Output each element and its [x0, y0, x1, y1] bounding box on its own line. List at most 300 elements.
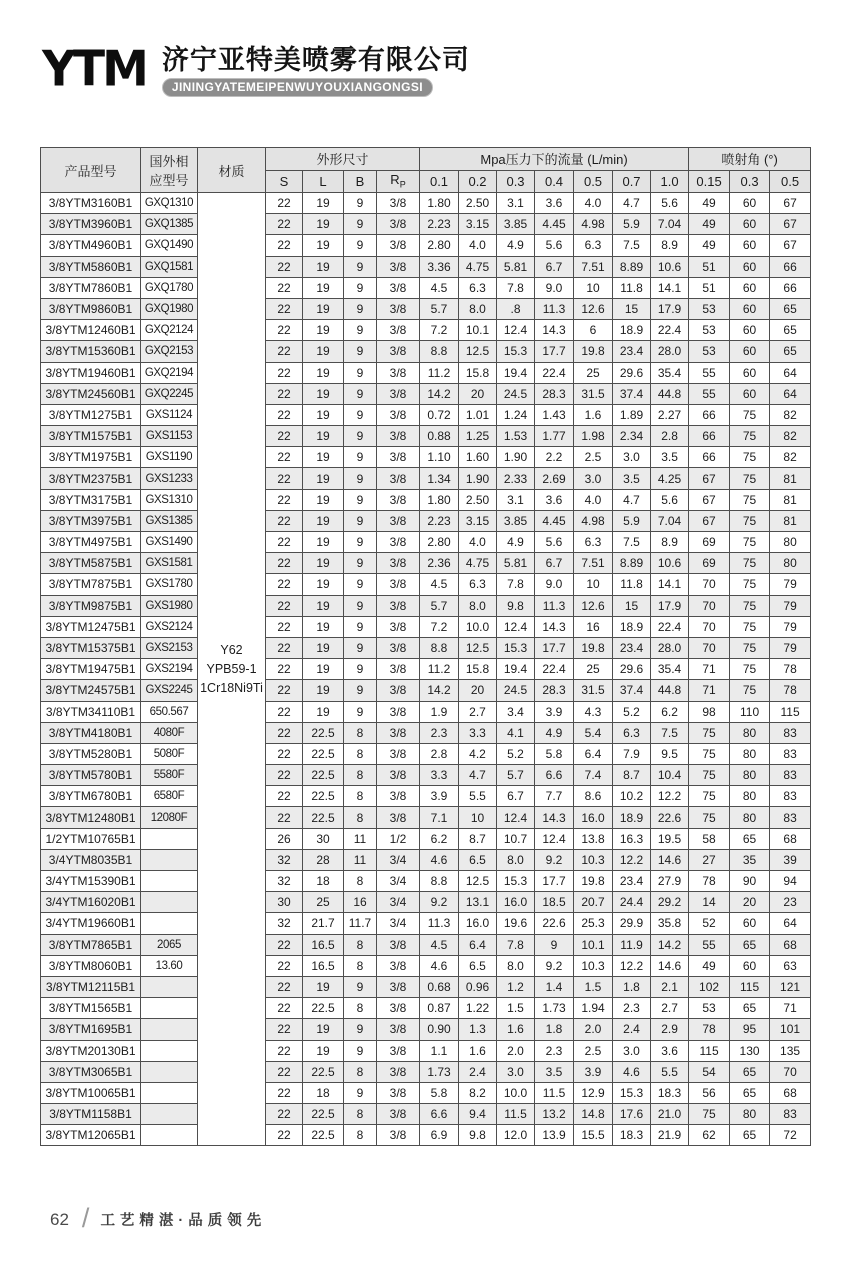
flow-cell: 2.34: [613, 426, 651, 447]
angle-cell: 98: [689, 701, 730, 722]
flow-cell: 3.6: [535, 489, 574, 510]
dim-l-cell: 19: [303, 1040, 344, 1061]
angle-cell: 75: [730, 532, 770, 553]
flow-cell: 8.0: [497, 849, 535, 870]
flow-cell: 10.3: [574, 955, 613, 976]
col-header-flow-0.2: 0.2: [459, 170, 497, 193]
flow-cell: 10.0: [459, 616, 497, 637]
dim-rp-cell: 3/8: [377, 1125, 420, 1146]
angle-cell: 82: [770, 426, 811, 447]
angle-cell: 83: [770, 765, 811, 786]
flow-cell: 13.9: [535, 1125, 574, 1146]
flow-cell: 37.4: [613, 680, 651, 701]
angle-cell: 60: [730, 383, 770, 404]
angle-cell: 83: [770, 807, 811, 828]
dim-b-cell: 8: [344, 765, 377, 786]
table-row: [41, 892, 811, 913]
header-row-groups: [41, 148, 811, 171]
table-row: [41, 553, 811, 574]
angle-cell: 49: [689, 955, 730, 976]
dim-rp-cell: 3/8: [377, 722, 420, 743]
angle-cell: 75: [730, 447, 770, 468]
flow-cell: 9.2: [535, 849, 574, 870]
dim-rp-cell: 3/4: [377, 871, 420, 892]
flow-cell: 9: [535, 934, 574, 955]
foreign-model-cell: [141, 976, 198, 997]
flow-cell: 1.8: [613, 976, 651, 997]
foreign-model-cell: [141, 892, 198, 913]
foreign-model-cell: [141, 1104, 198, 1125]
angle-cell: 102: [689, 976, 730, 997]
flow-cell: 4.9: [497, 532, 535, 553]
foreign-model-cell: [141, 1040, 198, 1061]
col-header-foreign-line1: 国外相: [149, 154, 189, 169]
dim-l-cell: 19: [303, 574, 344, 595]
material-line: YPB59-1: [206, 661, 257, 676]
product-model-cell: 3/8YTM8060B1: [41, 955, 141, 976]
flow-cell: 1.98: [574, 426, 613, 447]
flow-cell: 5.6: [535, 235, 574, 256]
angle-cell: 58: [689, 828, 730, 849]
flow-cell: 24.4: [613, 892, 651, 913]
foreign-model-cell: GXQ1980: [141, 298, 198, 319]
angle-cell: 60: [730, 214, 770, 235]
flow-cell: 7.9: [613, 743, 651, 764]
product-model-cell: 3/8YTM12115B1: [41, 976, 141, 997]
table-row: [41, 871, 811, 892]
dim-b-cell: 9: [344, 298, 377, 319]
dim-rp-cell: 3/8: [377, 404, 420, 425]
table-row: [41, 404, 811, 425]
flow-cell: 4.3: [574, 701, 613, 722]
flow-cell: 1.1: [420, 1040, 459, 1061]
dim-l-cell: 19: [303, 553, 344, 574]
dim-rp-cell: 3/8: [377, 786, 420, 807]
flow-cell: 5.8: [535, 743, 574, 764]
dim-l-cell: 16.5: [303, 934, 344, 955]
angle-cell: 90: [730, 871, 770, 892]
flow-cell: 18.9: [613, 807, 651, 828]
angle-cell: 63: [770, 955, 811, 976]
flow-cell: 7.5: [613, 532, 651, 553]
angle-cell: 78: [770, 659, 811, 680]
angle-cell: 101: [770, 1019, 811, 1040]
flow-cell: 19.4: [497, 362, 535, 383]
dim-s-cell: 22: [266, 447, 303, 468]
flow-cell: 11.5: [497, 1104, 535, 1125]
flow-cell: 22.4: [535, 659, 574, 680]
table-row: [41, 976, 811, 997]
flow-cell: 3.3: [420, 765, 459, 786]
flow-cell: 3.85: [497, 214, 535, 235]
dim-b-cell: 8: [344, 955, 377, 976]
angle-cell: 70: [689, 595, 730, 616]
dim-rp-cell: 3/8: [377, 468, 420, 489]
flow-cell: 3.5: [535, 1061, 574, 1082]
flow-cell: 1.4: [535, 976, 574, 997]
flow-cell: 3.9: [574, 1061, 613, 1082]
rp-sub: P: [399, 180, 406, 191]
angle-cell: 80: [730, 722, 770, 743]
dim-rp-cell: 3/8: [377, 1104, 420, 1125]
foreign-model-cell: [141, 1082, 198, 1103]
flow-cell: 15.3: [497, 341, 535, 362]
dim-l-cell: 25: [303, 892, 344, 913]
flow-cell: 5.4: [574, 722, 613, 743]
angle-cell: 65: [770, 298, 811, 319]
flow-cell: 7.5: [613, 235, 651, 256]
dim-s-cell: 22: [266, 1125, 303, 1146]
dim-rp-cell: 3/8: [377, 743, 420, 764]
flow-cell: 9.5: [651, 743, 689, 764]
product-model-cell: 3/8YTM1975B1: [41, 447, 141, 468]
flow-cell: 19.6: [497, 913, 535, 934]
dim-l-cell: 19: [303, 277, 344, 298]
angle-cell: 70: [689, 574, 730, 595]
dim-s-cell: 22: [266, 595, 303, 616]
angle-cell: 75: [689, 743, 730, 764]
dim-s-cell: 22: [266, 680, 303, 701]
dim-s-cell: 22: [266, 976, 303, 997]
table-row: [41, 955, 811, 976]
angle-cell: 83: [770, 1104, 811, 1125]
angle-cell: 75: [730, 595, 770, 616]
foreign-model-cell: GXS1233: [141, 468, 198, 489]
col-header-rp: [377, 170, 420, 193]
table-row: [41, 256, 811, 277]
flow-cell: 31.5: [574, 680, 613, 701]
foreign-model-cell: 12080F: [141, 807, 198, 828]
angle-cell: 60: [730, 913, 770, 934]
angle-cell: 54: [689, 1061, 730, 1082]
flow-cell: 12.4: [497, 320, 535, 341]
product-model-cell: 3/4YTM8035B1: [41, 849, 141, 870]
product-model-cell: 3/4YTM15390B1: [41, 871, 141, 892]
foreign-model-cell: 13.60: [141, 955, 198, 976]
dim-s-cell: 22: [266, 1061, 303, 1082]
flow-cell: 22.4: [651, 320, 689, 341]
product-model-cell: 3/8YTM1565B1: [41, 998, 141, 1019]
flow-cell: 1.34: [420, 468, 459, 489]
table-row: [41, 362, 811, 383]
dim-b-cell: 9: [344, 532, 377, 553]
dim-b-cell: 11.7: [344, 913, 377, 934]
flow-cell: 11.2: [420, 362, 459, 383]
flow-cell: 11.5: [535, 1082, 574, 1103]
foreign-model-cell: 5080F: [141, 743, 198, 764]
angle-cell: 55: [689, 383, 730, 404]
flow-cell: 11.8: [613, 277, 651, 298]
flow-cell: 8.2: [459, 1082, 497, 1103]
flow-cell: 1.89: [613, 404, 651, 425]
table-row: [41, 1125, 811, 1146]
foreign-model-cell: GXS1153: [141, 426, 198, 447]
foreign-model-cell: GXS1124: [141, 404, 198, 425]
flow-cell: 1.9: [420, 701, 459, 722]
flow-cell: 8.8: [420, 341, 459, 362]
angle-cell: 78: [689, 871, 730, 892]
dim-b-cell: 9: [344, 1082, 377, 1103]
flow-cell: 4.5: [420, 277, 459, 298]
flow-cell: 23.4: [613, 637, 651, 658]
angle-cell: 75: [730, 489, 770, 510]
dim-rp-cell: 3/8: [377, 426, 420, 447]
dim-s-cell: 22: [266, 214, 303, 235]
dim-s-cell: 22: [266, 362, 303, 383]
flow-cell: 31.5: [574, 383, 613, 404]
angle-cell: 23: [770, 892, 811, 913]
flow-cell: 21.0: [651, 1104, 689, 1125]
flow-cell: 5.5: [459, 786, 497, 807]
flow-cell: 6.7: [535, 553, 574, 574]
dim-l-cell: 19: [303, 320, 344, 341]
dim-l-cell: 22.5: [303, 1125, 344, 1146]
dim-l-cell: 19: [303, 468, 344, 489]
dim-rp-cell: 3/8: [377, 298, 420, 319]
table-row: [41, 193, 811, 214]
flow-cell: 1.6: [574, 404, 613, 425]
dim-rp-cell: 3/8: [377, 807, 420, 828]
flow-cell: 3.6: [535, 193, 574, 214]
flow-cell: 5.6: [535, 532, 574, 553]
dim-l-cell: 21.7: [303, 913, 344, 934]
dim-l-cell: 19: [303, 532, 344, 553]
angle-cell: 79: [770, 574, 811, 595]
col-header-material: 材质: [198, 148, 266, 193]
dim-l-cell: 19: [303, 383, 344, 404]
flow-cell: 5.7: [497, 765, 535, 786]
dim-s-cell: 22: [266, 383, 303, 404]
foreign-model-cell: GXQ2153: [141, 341, 198, 362]
product-model-cell: 3/8YTM7865B1: [41, 934, 141, 955]
flow-cell: 14.6: [651, 955, 689, 976]
flow-cell: 15.3: [497, 871, 535, 892]
angle-cell: 55: [689, 362, 730, 383]
product-model-cell: 3/8YTM1275B1: [41, 404, 141, 425]
dim-l-cell: 22.5: [303, 1104, 344, 1125]
dim-b-cell: 9: [344, 976, 377, 997]
dim-rp-cell: 3/8: [377, 680, 420, 701]
flow-cell: 12.4: [535, 828, 574, 849]
dim-b-cell: 9: [344, 404, 377, 425]
product-model-cell: 3/8YTM15360B1: [41, 341, 141, 362]
flow-cell: 12.6: [574, 298, 613, 319]
angle-cell: 65: [730, 998, 770, 1019]
angle-cell: 75: [730, 616, 770, 637]
product-model-cell: 3/8YTM4975B1: [41, 532, 141, 553]
flow-cell: 4.9: [535, 722, 574, 743]
footer-slogan: 工艺精湛·品质领先: [100, 1213, 267, 1229]
flow-cell: 1.8: [535, 1019, 574, 1040]
table-row: [41, 426, 811, 447]
dim-s-cell: 22: [266, 743, 303, 764]
flow-cell: 2.50: [459, 193, 497, 214]
flow-cell: 2.8: [651, 426, 689, 447]
flow-cell: 29.9: [613, 913, 651, 934]
product-model-cell: 3/8YTM3975B1: [41, 510, 141, 531]
col-header-angle-0.5: 0.5: [770, 170, 811, 193]
table-row: [41, 913, 811, 934]
flow-cell: 15.8: [459, 659, 497, 680]
flow-cell: 17.7: [535, 871, 574, 892]
dim-l-cell: 22.5: [303, 765, 344, 786]
flow-cell: 5.7: [420, 595, 459, 616]
angle-cell: 53: [689, 320, 730, 341]
flow-cell: 14.6: [651, 849, 689, 870]
flow-cell: 22.4: [535, 362, 574, 383]
dim-s-cell: 22: [266, 807, 303, 828]
flow-cell: 3.85: [497, 510, 535, 531]
flow-cell: 4.5: [420, 574, 459, 595]
dim-rp-cell: 1/2: [377, 828, 420, 849]
dim-s-cell: 22: [266, 786, 303, 807]
flow-cell: 10.3: [574, 849, 613, 870]
flow-cell: 1.43: [535, 404, 574, 425]
flow-cell: 18.3: [613, 1125, 651, 1146]
angle-cell: 60: [730, 362, 770, 383]
flow-cell: 17.6: [613, 1104, 651, 1125]
flow-cell: 1.6: [459, 1040, 497, 1061]
col-group-angle: 喷射角 (°): [689, 148, 811, 171]
foreign-model-cell: [141, 998, 198, 1019]
flow-cell: 12.2: [651, 786, 689, 807]
flow-cell: 5.81: [497, 256, 535, 277]
dim-b-cell: 9: [344, 701, 377, 722]
angle-cell: 115: [770, 701, 811, 722]
flow-cell: 10.0: [497, 1082, 535, 1103]
dim-l-cell: 16.5: [303, 955, 344, 976]
product-model-cell: 3/8YTM9860B1: [41, 298, 141, 319]
angle-cell: 53: [689, 998, 730, 1019]
flow-cell: 2.27: [651, 404, 689, 425]
flow-cell: 4.98: [574, 214, 613, 235]
flow-cell: 6.6: [420, 1104, 459, 1125]
angle-cell: 95: [730, 1019, 770, 1040]
angle-cell: 82: [770, 404, 811, 425]
dim-rp-cell: 3/8: [377, 553, 420, 574]
flow-cell: 5.2: [613, 701, 651, 722]
flow-cell: 10.6: [651, 256, 689, 277]
flow-cell: 5.6: [651, 489, 689, 510]
angle-cell: 80: [730, 786, 770, 807]
flow-cell: 3.15: [459, 510, 497, 531]
angle-cell: 78: [689, 1019, 730, 1040]
flow-cell: 2.2: [535, 447, 574, 468]
flow-cell: 29.6: [613, 362, 651, 383]
flow-cell: 29.6: [613, 659, 651, 680]
flow-cell: 14.2: [420, 680, 459, 701]
angle-cell: 75: [730, 574, 770, 595]
dim-b-cell: 8: [344, 722, 377, 743]
dim-b-cell: 9: [344, 256, 377, 277]
product-model-cell: 3/8YTM34110B1: [41, 701, 141, 722]
dim-s-cell: 22: [266, 235, 303, 256]
table-row: [41, 341, 811, 362]
flow-cell: 1.2: [497, 976, 535, 997]
flow-cell: 8.8: [420, 871, 459, 892]
angle-cell: 65: [770, 320, 811, 341]
flow-cell: 14.8: [574, 1104, 613, 1125]
table-row: [41, 532, 811, 553]
foreign-model-cell: 4080F: [141, 722, 198, 743]
flow-cell: 27.9: [651, 871, 689, 892]
flow-cell: 1.5: [574, 976, 613, 997]
angle-cell: 71: [689, 659, 730, 680]
product-model-cell: 3/8YTM4180B1: [41, 722, 141, 743]
flow-cell: 17.9: [651, 595, 689, 616]
flow-cell: 11.2: [420, 659, 459, 680]
flow-cell: 3.6: [651, 1040, 689, 1061]
angle-cell: 82: [770, 447, 811, 468]
product-model-cell: 3/8YTM5280B1: [41, 743, 141, 764]
angle-cell: 49: [689, 214, 730, 235]
table-row: [41, 1061, 811, 1082]
dim-s-cell: 22: [266, 404, 303, 425]
flow-cell: 1.25: [459, 426, 497, 447]
flow-cell: 2.80: [420, 532, 459, 553]
footer-slash-divider: /: [81, 1203, 90, 1233]
dim-s-cell: 22: [266, 193, 303, 214]
flow-cell: 14.3: [535, 807, 574, 828]
product-model-cell: 3/8YTM20130B1: [41, 1040, 141, 1061]
dim-rp-cell: 3/8: [377, 235, 420, 256]
dim-b-cell: 9: [344, 1040, 377, 1061]
table-row: [41, 1104, 811, 1125]
angle-cell: 81: [770, 510, 811, 531]
page-footer: [50, 1204, 266, 1235]
product-model-cell: 3/8YTM1158B1: [41, 1104, 141, 1125]
dim-rp-cell: 3/8: [377, 701, 420, 722]
angle-cell: 83: [770, 722, 811, 743]
dim-l-cell: 19: [303, 701, 344, 722]
dim-rp-cell: 3/4: [377, 892, 420, 913]
flow-cell: 23.4: [613, 871, 651, 892]
dim-l-cell: 22.5: [303, 1061, 344, 1082]
angle-cell: 60: [730, 277, 770, 298]
dim-s-cell: 30: [266, 892, 303, 913]
flow-cell: 16.0: [497, 892, 535, 913]
angle-cell: 79: [770, 637, 811, 658]
dim-rp-cell: 3/8: [377, 595, 420, 616]
flow-cell: 5.9: [613, 510, 651, 531]
flow-cell: 3.15: [459, 214, 497, 235]
flow-cell: 6.3: [613, 722, 651, 743]
flow-cell: 3.0: [613, 1040, 651, 1061]
table-row: [41, 277, 811, 298]
angle-cell: 66: [689, 447, 730, 468]
product-model-cell: 3/8YTM5860B1: [41, 256, 141, 277]
flow-cell: 1.53: [497, 426, 535, 447]
dim-s-cell: 22: [266, 320, 303, 341]
angle-cell: 75: [730, 468, 770, 489]
dim-rp-cell: 3/8: [377, 341, 420, 362]
dim-s-cell: 22: [266, 765, 303, 786]
dim-b-cell: 9: [344, 489, 377, 510]
dim-rp-cell: 3/8: [377, 1061, 420, 1082]
flow-cell: 6.3: [574, 235, 613, 256]
company-header: [42, 40, 470, 99]
col-header-product-model: 产品型号: [41, 148, 141, 193]
material-line: Y62: [220, 642, 243, 657]
angle-cell: 79: [770, 595, 811, 616]
flow-cell: 4.2: [459, 743, 497, 764]
flow-cell: 1.22: [459, 998, 497, 1019]
product-model-cell: 3/8YTM9875B1: [41, 595, 141, 616]
col-header-flow-1.0: 1.0: [651, 170, 689, 193]
col-header-flow-0.1: 0.1: [420, 170, 459, 193]
angle-cell: 53: [689, 298, 730, 319]
flow-cell: 23.4: [613, 341, 651, 362]
